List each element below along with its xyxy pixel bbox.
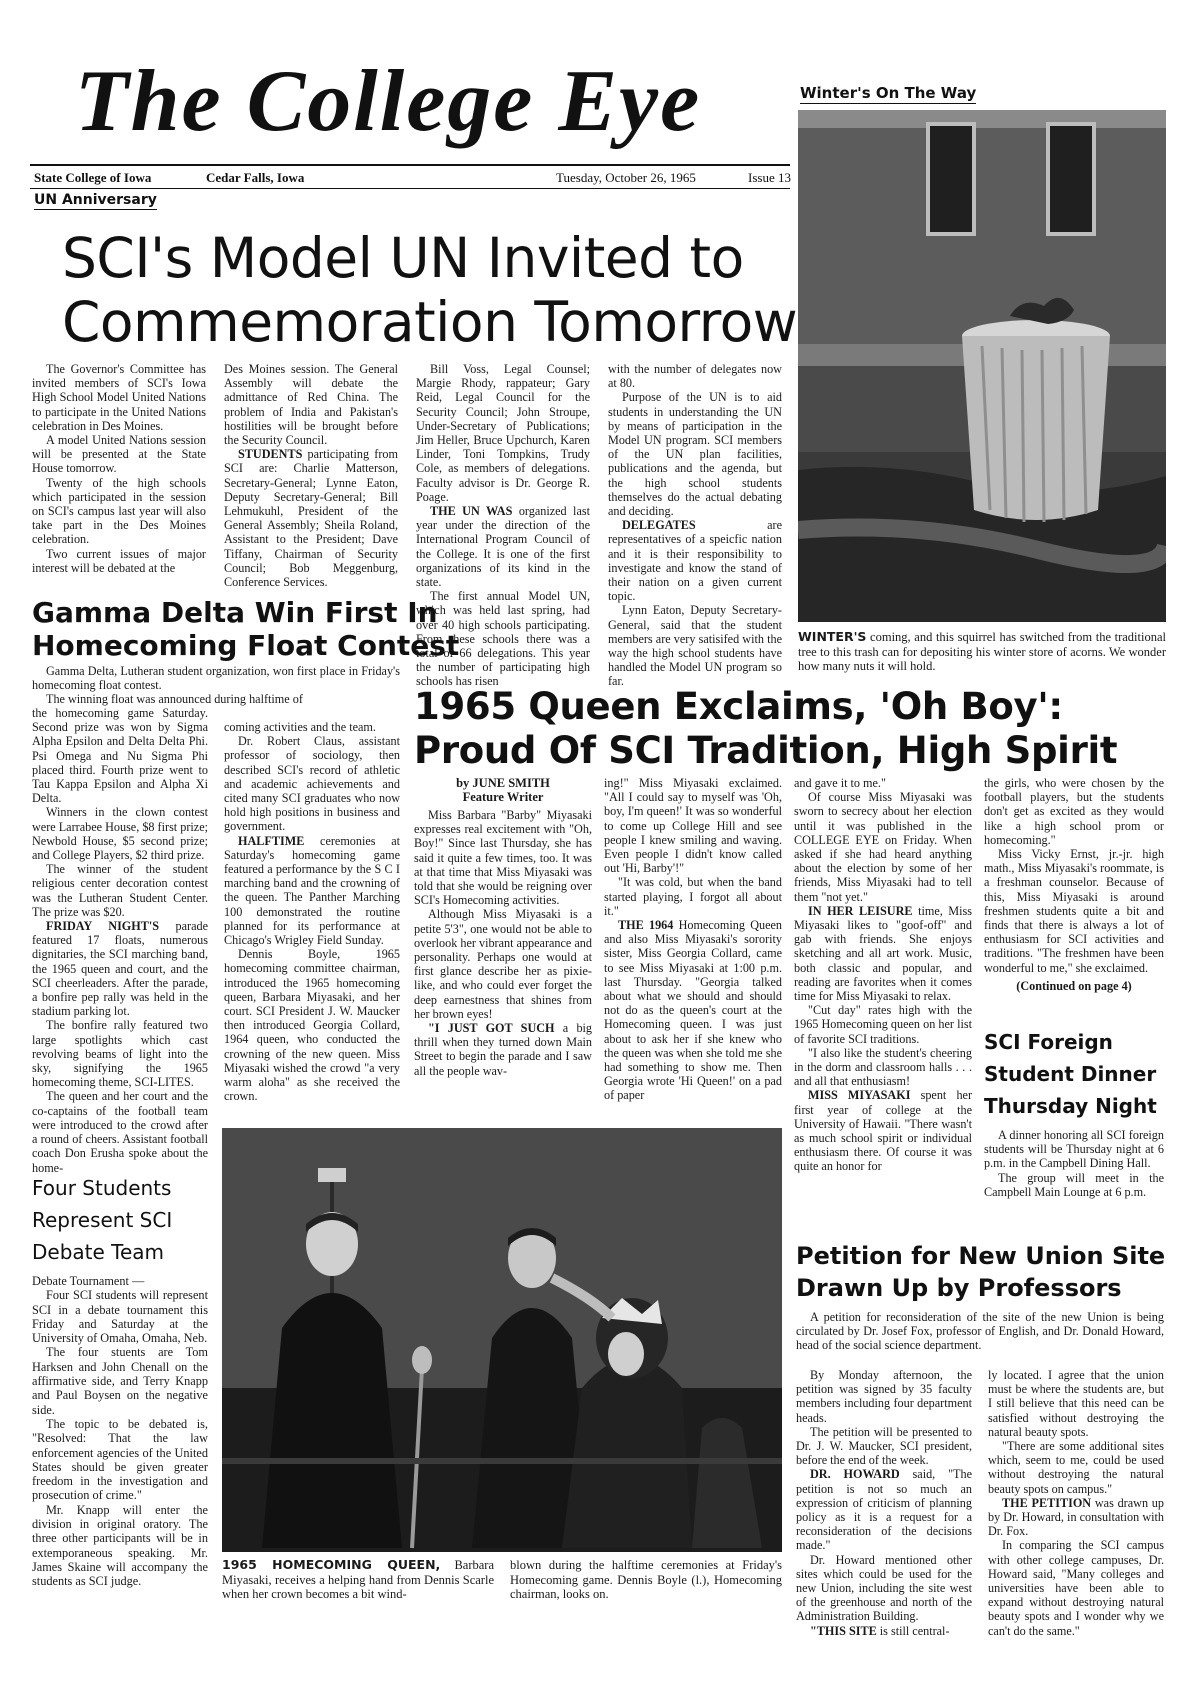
queen-photo-caption-2: blown during the halftime ceremonies at Friday's Homecoming game. Dennis Boyle (l.), Homecoming chairman, looks on. [510, 1558, 782, 1601]
winter-photo [798, 110, 1166, 622]
gamma-column-2 [224, 720, 400, 1103]
gamma-headline-1: Gamma Delta Win First In [32, 596, 438, 629]
queen-c3-p6-text: spent her first year of college at the University of Hawaii. "There wasn't as much school spirit or individual enthusiasm there. Of course it was quite an honor for [794, 1088, 973, 1174]
un-c4-p3-lead: DELEGATES [622, 518, 696, 533]
petition-column-2 [988, 1368, 1164, 1638]
un-c3-p2-text: organized last year under the direction of the International Program Council of the College. It is one of the first organizations of its kind in the state. [416, 504, 590, 590]
gamma-c1-p4 [32, 919, 208, 1018]
queen-column-4 [984, 776, 1164, 993]
queen-c3-p3-lead: IN HER LEISURE [808, 903, 913, 918]
winter-kicker: Winter's On The Way [800, 84, 977, 102]
petition-c1-p5-text: is still central- [879, 1623, 950, 1638]
un-c1-p3: Twenty of the high schools which participated in the session on SCI's campus last year will also take part in the Des Moines celebration. [32, 475, 206, 547]
queen-c3-p3 [794, 904, 972, 1003]
dinner-headline-3: Thursday Night [984, 1094, 1157, 1118]
queen-c1-p3-lead: "I JUST GOT SUCH [428, 1021, 555, 1036]
un-c3-p1: Bill Voss, Legal Counsel; Margie Rhody, rappateur; Gary Reid, Legal Council for the Security Council; John Stroupe, Under-Secretary of Publications; Jim Heller, Bruce Upchurch, Karen Linder, Toni Tompkins, Trudy Cole, as members of delegations. Faculty advisor is Dr. George R. Poage. [416, 362, 590, 504]
un-c4-p3-text: are representatives of a speicfic nation and it is their responsibility to investigate and know the stand of their nation on a given current topic. [608, 518, 782, 604]
gamma-c2-p3-text: ceremonies at Saturday's homecoming game featured a performance by the S C I marching band and the crowning of the queen. The Panther Marching 100 demonstrated the routine planned for its performance at Chicago's Wrigley Field Sunday. [224, 833, 400, 948]
debate-headline-3: Debate Team [32, 1240, 165, 1264]
queen-c3-p2: Of course Miss Miyasaki was sworn to secrecy about her election until it was published in the COLLEGE EYE on Friday. When asked if she had heard anything about the election by some of her friends, Miss Miyasaki had to tell them "not yet." [794, 790, 972, 904]
winter-caption [798, 630, 1166, 674]
queen-photo-caption-1 [222, 1558, 494, 1602]
gamma-c2-p2: Dr. Robert Claus, assistant professor of sociology, then described SCI's record of athletic and academic achievements and cited many SCI graduates who now hold high positions in business and government. [224, 734, 400, 834]
un-headline-1: SCI's Model UN Invited to [62, 226, 744, 290]
queen-c2-p2: "It was cold, but when the band started playing, I forgot all about it." [604, 875, 782, 918]
un-c2-p2 [224, 447, 398, 589]
petition-c1-p3-text: said, "The petition is not so much an expression of criticism of planning policy as it is a request for a reconsideration of the decisions made." [796, 1467, 972, 1553]
petition-c1-p3-lead: DR. HOWARD [810, 1467, 900, 1482]
debate-p4: Mr. Knapp will enter the division in original oratory. The three other participants will be in extemporaneous speaking. Mr. James Skaine will accompany the students as SCI judge. [32, 1502, 208, 1589]
un-column-2 [224, 362, 398, 589]
squirrel-on-trash-can-image [798, 110, 1166, 622]
queen-c4-p1: the girls, who were chosen by the football players, but the students don't get as excited as they would like a high school prom or homecoming." [984, 776, 1164, 847]
masthead-school: State College of Iowa [34, 170, 152, 185]
gamma-c2-p3 [224, 834, 400, 948]
gamma-c1-p4-lead: FRIDAY NIGHT'S [46, 919, 160, 934]
gamma-lead-text: Gamma Delta, Lutheran student organization, won first place in Friday's homecoming float contest. [32, 664, 400, 693]
dinner-headline-2: Student Dinner [984, 1062, 1157, 1086]
petition-c2-p1: ly located. I agree that the union must be where the students are, but I still believe that this need can be satisfied without destroying the natural beauty spots. [988, 1368, 1164, 1439]
queen-c3-p6 [794, 1088, 972, 1173]
petition-c2-p3-text: was drawn up by Dr. Howard, in consultation with Dr. Fox. [988, 1495, 1164, 1539]
debate-p3: The topic to be debated is, "Resolved: That the law enforcement agencies of the United States should be given greater freedom in the investigation and prosecution of crime." [32, 1416, 208, 1503]
gamma-c1-p5: The bonfire rally featured two large spotlights which cast revolving beams of light into the sky, signifying the 1965 homecoming theme, SCI-LITES. [32, 1018, 208, 1090]
gamma-column-1 [32, 706, 208, 1175]
un-c2-p2-text: participating from SCI are: Charlie Matterson, Secretary-General; Lynne Eaton, Deputy Secretary-General; Bill Lehmukuhl, President of the General Assembly; Sheila Roland, Assistant to the President; Dave Tiffany, Chairman of Security Council; Bob Meggenburg, Conference Services. [224, 447, 398, 590]
gamma-c1-p6: The queen and her court and the co-captains of the football team were introduced to the crowd after a round of cheers. Assistant football coach Don Erusha spoke about the home- [32, 1089, 208, 1175]
queen-c1-p3-text: a big thrill when they turned down Main Street to begin the parade and I saw all the people wav- [414, 1021, 593, 1078]
gamma-c1-p1: the homecoming game Saturday. Second prize was won by Sigma Alpha Epsilon and Delta Delta Phi. Psi Omega and Nu Sigma Phi placed third. Fourth prize went to Tau Kappa Epsilon and Alpha Xi Delta. [32, 706, 208, 806]
queen-headline-1: 1965 Queen Exclaims, 'Oh Boy': [414, 685, 1063, 728]
dinner-column [984, 1128, 1164, 1199]
masthead-city: Cedar Falls, Iowa [206, 170, 305, 185]
queen-column-3 [794, 776, 972, 1174]
queen-c2-p3-text: Homecoming Queen and also Miss Miyasaki's sorority sister, Miss Georgia Collard, came to see Miss Miyasaki at 1:00 p.m. last Thursday. "Georgia talked about what we should and should not do as the queen's court at the Homecoming queen. I was just about to ask her if she knew who the queen was when she told me she had something to show me. Then Georgia wrote 'Hi Queen!' on a pad of paper [604, 918, 782, 1103]
un-column-1 [32, 362, 206, 575]
queen-c3-p4: "Cut day" rates high with the 1965 Homecoming queen on her list of favorite SCI traditions. [794, 1003, 972, 1046]
un-column-4 [608, 362, 782, 689]
un-c2-p2-lead: STUDENTS [238, 447, 303, 462]
queen-c2-p3-lead: THE 1964 [618, 918, 674, 933]
queen-c3-p6-lead: MISS MIYASAKI [808, 1088, 911, 1103]
queen-photo-caption-text: Barbara Miyasaki, receives a helping hand from Dennis Scarle when her crown becomes a bit wind- [222, 1558, 495, 1601]
queen-c3-p1: and gave it to me." [794, 776, 886, 790]
petition-c2-p2: "There are some additional sites which, seem to me, could be used without destroying the natural beauty spots on campus." [988, 1439, 1164, 1496]
petition-c1-p5 [796, 1624, 972, 1638]
queen-photo-caption-lead: 1965 HOMECOMING QUEEN, [222, 1557, 441, 1572]
petition-column-1 [796, 1368, 972, 1638]
un-c4-p3 [608, 518, 782, 603]
queen-c2-p1: ing!" Miss Miyasaki exclaimed. "All I could say to myself was 'Oh, boy, I'm queen!' It was so wonderful to come up College Hill and see people I knew smiling and waving. Even people I didn't know called out 'Hi, Barby'!" [604, 776, 782, 876]
dinner-p2: The group will meet in the Campbell Main Lounge at 6 p.m. [984, 1170, 1164, 1199]
gamma-lead [32, 664, 400, 707]
masthead-issue: Issue 13 [748, 170, 791, 185]
debate-headline-2: Represent SCI [32, 1208, 173, 1232]
debate-p0: Debate Tournament — [32, 1274, 145, 1288]
queen-continued: (Continued on page 4) [1016, 978, 1132, 993]
gamma-c1-p2: Winners in the clown contest were Larrabee House, $8 first prize; Newbold House, $5 second prize; and College Players, $2 third prize. [32, 805, 208, 863]
dinner-p1: A dinner honoring all SCI foreign students will be Thursday night at 6 p.m. in the Campbell Dining Hall. [984, 1128, 1164, 1171]
un-c4-p2: Purpose of the UN is to aid students in understanding the UN by means of participation in the Model UN program. SCI members of the UN plan facilities, publications and the agenda, but the high school students themselves do the actual debating and deciding. [608, 390, 782, 519]
queen-headline-2: Proud Of SCI Tradition, High Spirit [414, 729, 1118, 772]
homecoming-queen-crowning-image [222, 1128, 782, 1552]
dinner-headline [984, 1026, 1164, 1122]
gamma-c1-p3: The winner of the student religious center decoration contest was the Lutheran Student Center. The prize was $20. [32, 862, 208, 919]
petition-c1-p3 [796, 1467, 972, 1552]
un-c3-p3: The first annual Model UN, which was held last spring, had over 40 high schools participating. From these schools there was a total of 66 delegations. This year the number of participating high schools has risen [416, 589, 590, 689]
debate-headline [32, 1172, 208, 1268]
queen-column-2 [604, 776, 782, 1103]
un-c1-p1: The Governor's Committee has invited members of SCI's Iowa High School Model United Nations to participate in the United Nations celebration in Des Moines. [32, 362, 206, 433]
petition-lead [796, 1310, 1164, 1353]
queen-c4-p2: Miss Vicky Ernst, jr.-jr. high math., Miss Miyasaki's roommate, is a freshman counselor. Because of this, Miss Miyasaki is around freshmen students quite a bit and finds that there is always a lot of enthusiasm for SCI activities and traditions. "The freshmen have been wonderful to me," she exclaimed. [984, 847, 1164, 975]
gamma-c2-p3-lead: HALFTIME [238, 833, 305, 848]
queen-byline-title: Feature Writer [462, 790, 544, 804]
debate-p2: The four stuents are Tom Harksen and John Chenall on the affirmative side, and Terry Knapp and Paul Boysen on the negative side. [32, 1345, 208, 1417]
petition-headline-2: Drawn Up by Professors [796, 1274, 1122, 1302]
queen-c1-p2: Although Miss Miyasaki is a petite 5'3", one would not be able to overlook her vibrant appearance and personality. Perhaps one would at first glance describe her as pixie-like, and who could ever forget the deep earnestness that shines from her brown eyes! [414, 907, 592, 1021]
un-kicker: UN Anniversary [34, 192, 157, 208]
queen-c1-p1: Miss Barbara "Barby" Miyasaki expresses real excitement with "Oh, Boy!" Since last Thursday, she has said it quite a few times, too. It was at that time that Miss Miyasaki was told that she would be reigning over SCI's Homecoming activities. [414, 808, 592, 908]
gamma-c1-p4-text: parade featured 17 floats, numerous dignitaries, the SCI marching band, the 1965 queen and court, and the SCI cheerleaders. After the parade, a bonfire pep rally was held in the stadium parking lot. [32, 919, 209, 1019]
debate-p1: Four SCI students will represent SCI in a debate tournament this Friday and Saturday at the University of Omaha, Omaha, Neb. [32, 1288, 208, 1346]
petition-c1-p4: Dr. Howard mentioned other sites which could be used for the new Union, including the site west of the greenhouse and north of the Administration Building. [796, 1552, 972, 1624]
petition-c2-p3-lead: THE PETITION [1002, 1495, 1092, 1510]
petition-c1-p5-lead: "THIS SITE [810, 1623, 877, 1638]
petition-c1-p1: By Monday afternoon, the petition was signed by 35 faculty members including four department heads. [796, 1368, 972, 1425]
un-c4-p4: Lynn Eaton, Deputy Secretary-General, said that the student members are very satisifed with the way the high school students have handled the Model UN program so far. [608, 603, 782, 689]
un-c1-p4: Two current issues of major interest will be debated at the [32, 546, 206, 575]
dinner-headline-1: SCI Foreign [984, 1030, 1113, 1054]
queen-byline: by JUNE SMITH [456, 776, 550, 790]
petition-c2-p3 [988, 1496, 1164, 1539]
un-c4-p1: with the number of delegates now at 80. [608, 362, 782, 391]
un-c1-p2: A model United Nations session will be presented at the State House tomorrow. [32, 433, 206, 476]
petition-c1-p2: The petition will be presented to Dr. J. W. Maucker, SCI president, before the end of the week. [796, 1424, 972, 1468]
queen-c2-p3 [604, 918, 782, 1103]
queen-c3-p3-text: time, Miss Miyasaki likes to "goof-off" and gab with friends. She enjoys sketching and all art work. Music, both classic and popular, and reading are favorites when it comes time for Miss Miyasaki to relax. [794, 903, 973, 1004]
queen-photo [222, 1128, 782, 1552]
masthead-title: The College Eye [74, 53, 702, 150]
debate-headline-1: Four Students [32, 1176, 172, 1200]
petition-lead-text: A petition for reconsideration of the site of the new Union is being circulated by Dr. Josef Fox, professor of English, and Dr. Donald Howard, head of the social science department. [796, 1310, 1164, 1353]
queen-column-1 [414, 776, 592, 1078]
winter-caption-text: coming, and this squirrel has switched from the traditional tree to this trash can for depositing his winter store of acorns. We wonder how many nuts it will hold. [798, 630, 1166, 673]
masthead-date: Tuesday, October 26, 1965 [556, 170, 696, 185]
debate-column [32, 1274, 208, 1589]
masthead-rule-bottom [30, 188, 790, 189]
masthead-rule-top [30, 164, 790, 166]
queen-c1-p3 [414, 1021, 592, 1078]
petition-headline-1: Petition for New Union Site [796, 1242, 1166, 1270]
un-c2-p1: Des Moines session. The General Assembly will debate the admittance of Red China. The problem of India and Pakistan's hostilities will be brought before the Security Council. [224, 362, 398, 448]
gamma-c2-p4: Dennis Boyle, 1965 homecoming committee chairman, introduced the 1965 homecoming queen, Barbara Miyasaki, and her court. SCI President J. W. Maucker then introduced Georgia Collard, 1964 queen, who conducted the crowning of the new queen. Miss Miyasaki wished the crowd "a very warm aloha" as she received the crown. [224, 947, 400, 1104]
un-headline-2: Commemoration Tomorrow [62, 290, 798, 354]
un-c3-p2 [416, 504, 590, 589]
queen-c3-p5: "I also like the student's cheering in the dorm and classroom halls . . . and all that enthusiasm! [794, 1045, 972, 1089]
gamma-headline-2: Homecoming Float Contest [32, 629, 460, 662]
petition-c2-p4: In comparing the SCI campus with other college campuses, Dr. Howard said, "Many colleges and universities have been able to expand without destroying natural beauty spots and I wonder why we can't do the same." [988, 1538, 1164, 1638]
gamma-c2-p1: coming activities and the team. [224, 720, 376, 734]
gamma-wide-text: The winning float was announced during halftime of [46, 692, 303, 707]
winter-caption-lead: WINTER'S [798, 629, 867, 644]
un-c3-p2-lead: THE UN WAS [430, 504, 513, 519]
